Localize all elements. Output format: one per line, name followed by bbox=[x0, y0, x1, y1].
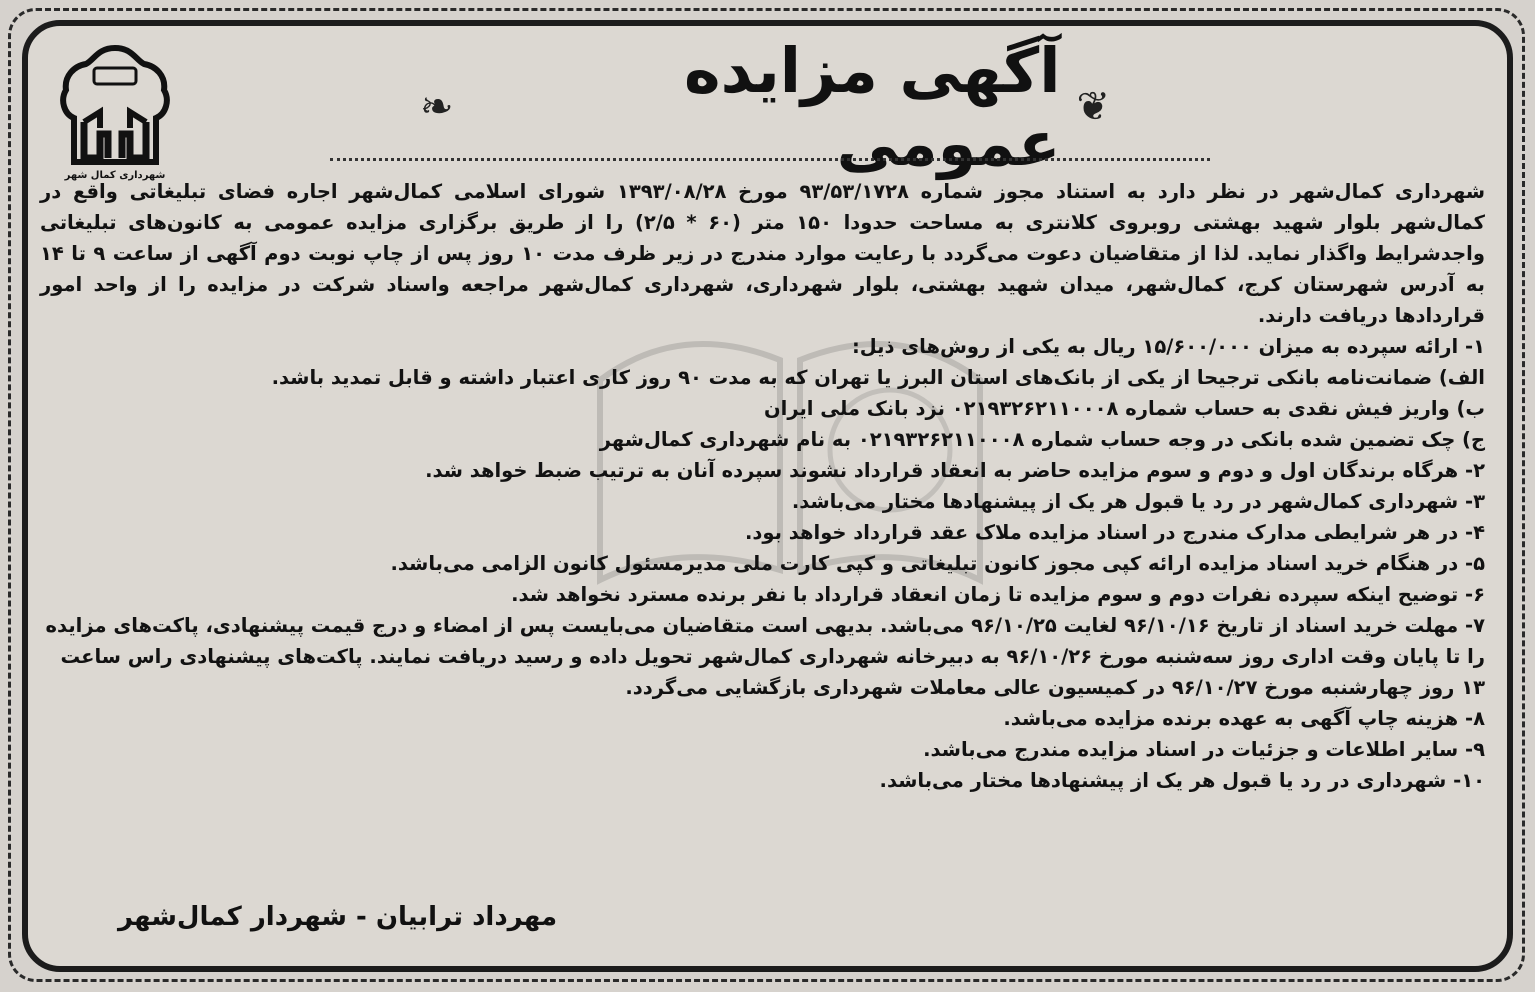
condition-item: ۹- سایر اطلاعات و جزئیات در اسناد مزایده مندرج می‌باشد. bbox=[923, 738, 1485, 761]
condition-item: ۵- در هنگام خرید اسناد مزایده ارائه کپی مجوز کانون تبلیغاتی و کپی کارت ملی مدیرمسئول کانون الزامی می‌باشد. bbox=[390, 552, 1485, 575]
condition-item: ۱۰- شهرداری در رد یا قبول هر یک از پیشنهادها مختار می‌باشد. bbox=[879, 769, 1485, 792]
ornament-left-icon: ❧ bbox=[420, 84, 454, 130]
announcement-body bbox=[40, 176, 1485, 796]
condition-item: ۴- در هر شرایطی مدارک مندرج در اسناد مزایده ملاک عقد قرارداد خواهد بود. bbox=[744, 521, 1485, 544]
intro-paragraph: شهرداری کمال‌شهر در نظر دارد به استناد مجوز شماره ۹۳/۵۳/۱۷۲۸ مورخ ۱۳۹۳/۰۸/۲۸ شورای اسلامی کمال‌شهر اجاره فضای تبلیغاتی واقع در کمال‌شهر بلوار شهید بهشتی روبروی کلانتری به مساحت حدودا ۱۵۰ متر (۶۰ * ۲/۵) را از طریق برگزاری مزایده عمومی به کانون‌های تبلیغاتی واجدشرایط واگذار نماید. لذا از متقاضیان دعوت می‌گردد با رعایت موارد مندرج در زیر ظرف مدت ۱۰ روز پس از چاپ نوبت دوم آگهی از ساعت ۹ تا ۱۴ به آدرس شهرستان کرج، کمال‌شهر، میدان شهید بهشتی، بلوار شهرداری، شهرداری کمال‌شهر مراجعه واسناد شرکت در مزایده را از واحد امور قراردادها دریافت دارند. bbox=[40, 180, 1486, 327]
ornament-right-icon: ❦ bbox=[1076, 84, 1110, 130]
condition-item: ۶- توضیح اینکه سپرده نفرات دوم و سوم مزایده تا زمان انعقاد قرارداد با نفر برنده مسترد نخواهد شد. bbox=[511, 583, 1485, 606]
condition-item: ۱- ارائه سپرده به میزان ۱۵/۶۰۰/۰۰۰ ریال به یکی از روش‌های ذیل: bbox=[851, 335, 1485, 358]
page-title: آگهی مزایده عمومی bbox=[684, 34, 1061, 180]
condition-item: ۸- هزینه چاپ آگهی به عهده برنده مزایده می‌باشد. bbox=[1003, 707, 1485, 730]
municipality-logo bbox=[50, 42, 180, 192]
title-banner bbox=[420, 34, 1110, 180]
logo-caption: شهرداری کمال شهر bbox=[64, 170, 166, 181]
condition-item: ۳- شهرداری کمال‌شهر در رد یا قبول هر یک از پیشنهادها مختار می‌باشد. bbox=[791, 490, 1485, 513]
mayor-signature: مهرداد ترابیان - شهردار کمال‌شهر bbox=[118, 902, 558, 932]
condition-item: ب) واریز فیش نقدی به حساب شماره ۰۲۱۹۳۲۶۲۱۱۰۰۰۸ نزد بانک ملی ایران bbox=[764, 397, 1485, 420]
condition-item: ج) چک تضمین شده بانکی در وجه حساب شماره ۰۲۱۹۳۲۶۲۱۱۰۰۰۸ به نام شهرداری کمال‌شهر bbox=[599, 428, 1485, 451]
condition-item: ۷- مهلت خرید اسناد از تاریخ ۹۶/۱۰/۱۶ لغایت ۹۶/۱۰/۲۵ می‌باشد. بدیهی است متقاضیان می‌بایست پس از امضاء و درج قیمت پیشنهادی، پاکت‌های مزایده را تا پایان وقت اداری روز سه‌شنبه مورخ ۹۶/۱۰/۲۶ به دبیرخانه شهرداری کمال‌شهر تحویل داده و رسید دریافت نمایند. پاکت‌های پیشنهادی راس ساعت ۱۳ روز چهارشنبه مورخ ۹۶/۱۰/۲۷ در کمیسیون عالی معاملات شهرداری بازگشایی می‌گردد. bbox=[45, 614, 1485, 699]
title-divider bbox=[330, 158, 1210, 161]
condition-item: الف) ضمانت‌نامه بانکی ترجیحا از یکی از بانک‌های استان البرز یا تهران که به مدت ۹۰ روز کاری اعتبار داشته و قابل تمدید باشد. bbox=[271, 366, 1485, 389]
condition-item: ۲- هرگاه برندگان اول و دوم و سوم مزایده حاضر به انعقاد قرارداد نشوند سپرده آنان به ترتیب ضبط خواهد شد. bbox=[425, 459, 1485, 482]
logo-emblem-icon bbox=[50, 42, 180, 170]
